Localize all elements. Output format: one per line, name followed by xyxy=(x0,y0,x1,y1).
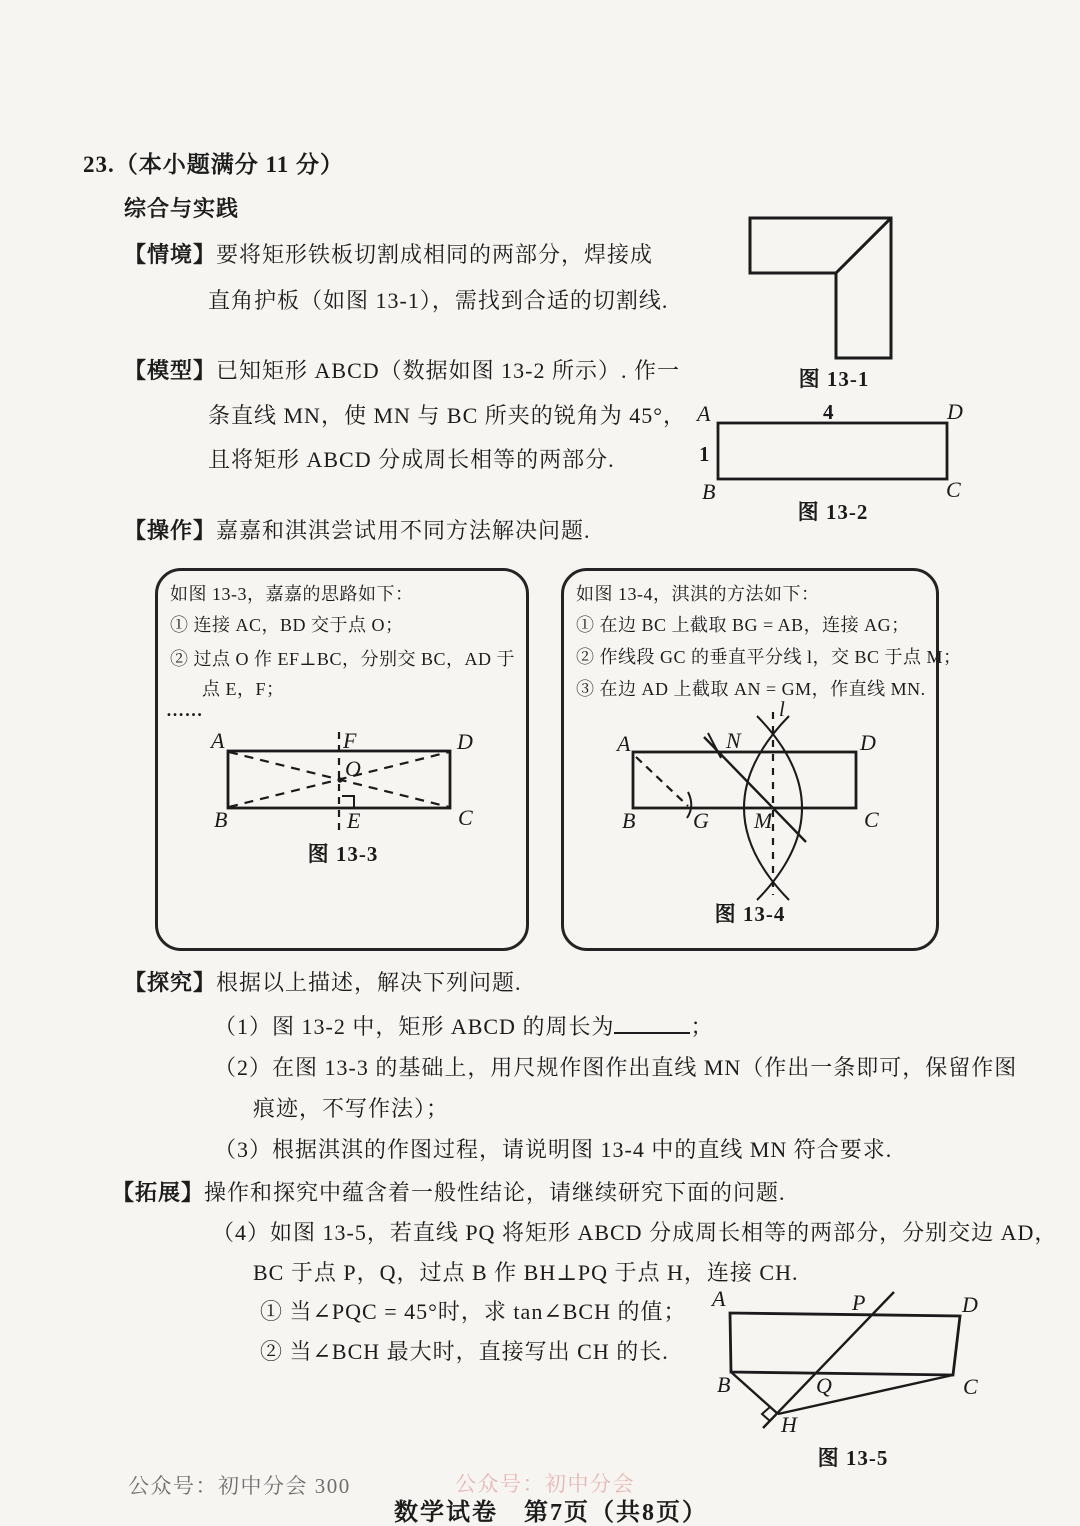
label-h: H xyxy=(781,1412,797,1437)
label-m: M xyxy=(754,808,773,833)
footer-watermark-left: 公众号：初中分会 300 xyxy=(128,1474,351,1498)
label-a: A xyxy=(697,401,711,426)
jiajia-ellipsis: …… xyxy=(166,700,203,720)
label-o: O xyxy=(345,756,361,781)
question-subtitle: 综合与实践 xyxy=(124,196,240,221)
l-plate-weld-line xyxy=(836,218,891,273)
figure-13-3 xyxy=(160,718,520,873)
label-n: N xyxy=(726,728,741,753)
model-line-3: 且将矩形 ABCD 分成周长相等的两部分. xyxy=(208,447,615,472)
model-line-2: 条直线 MN，使 MN 与 BC 所夹的锐角为 45°， xyxy=(208,403,687,428)
jiajia-intro: 如图 13-3，嘉嘉的思路如下： xyxy=(170,584,414,604)
extend-q4-line-1: （4）如图 13-5，若直线 PQ 将矩形 ABCD 分成周长相等的两部分，分别交边 AD， xyxy=(212,1220,1058,1245)
situation-line-1: 【情境】要将矩形铁板切割成相同的两部分，焊接成 xyxy=(124,242,654,267)
side-length-ab: 1 xyxy=(699,442,710,466)
jiajia-step-1: ① 连接 AC，BD 交于点 O； xyxy=(170,615,404,635)
explore-q3: （3）根据淇淇的作图过程，请说明图 13-4 中的直线 MN 符合要求. xyxy=(214,1137,893,1162)
label-d: D xyxy=(457,729,473,754)
figure-13-3-caption: 图 13-3 xyxy=(307,842,379,866)
extend-q4-line-2: BC 于点 P，Q，过点 B 作 BH⊥PQ 于点 H，连接 CH. xyxy=(253,1260,799,1285)
label-a: A xyxy=(712,1286,726,1311)
model-line-1: 【模型】已知矩形 ABCD（数据如图 13-2 所示）. 作一 xyxy=(124,358,680,383)
label-d: D xyxy=(860,730,876,755)
jiajia-step-2: ② 过点 O 作 EF⊥BC，分别交 BC，AD 于 xyxy=(170,649,515,669)
label-a: A xyxy=(617,731,631,756)
jiajia-step-2b: 点 E，F； xyxy=(202,679,285,699)
extend-sub-1: ① 当∠PQC = 45°时，求 tan∠BCH 的值； xyxy=(260,1299,687,1324)
explore-q2-line-2: 痕迹，不写作法）； xyxy=(253,1096,450,1121)
label-b: B xyxy=(622,808,636,833)
label-g: G xyxy=(693,808,709,833)
question-title: 23.（本小题满分 11 分） xyxy=(83,152,344,177)
figure-13-1-caption: 图 13-1 xyxy=(798,367,870,391)
situation-line-2: 直角护板（如图 13-1），需找到合适的切割线. xyxy=(208,288,669,313)
right-angle-mark-h xyxy=(762,1407,770,1421)
segment-bh xyxy=(731,1372,778,1414)
extend-sub-2: ② 当∠BCH 最大时，直接写出 CH 的长. xyxy=(260,1339,669,1364)
operation-line: 【操作】嘉嘉和淇淇尝试用不同方法解决问题. xyxy=(124,518,591,543)
model-tag: 【模型】 xyxy=(124,358,217,383)
figure-13-5 xyxy=(695,1280,1030,1480)
qiqi-step-1: ① 在边 BC 上截取 BG = AB，连接 AG； xyxy=(576,615,910,635)
label-d: D xyxy=(947,399,963,424)
side-length-ad: 4 xyxy=(823,400,834,424)
label-q: Q xyxy=(816,1373,832,1398)
label-c: C xyxy=(963,1374,978,1399)
qiqi-step-2: ② 作线段 GC 的垂直平分线 l，交 BC 于点 M； xyxy=(576,647,962,667)
figure-13-2 xyxy=(680,395,980,530)
explore-q1: （1）图 13-2 中，矩形 ABCD 的周长为 ； xyxy=(214,1014,714,1039)
label-b: B xyxy=(214,807,228,832)
label-p: P xyxy=(852,1290,866,1315)
tick-mark-n xyxy=(708,733,721,758)
label-e: E xyxy=(347,808,361,833)
footer-watermark-pink: 公众号：初中分会 xyxy=(455,1472,635,1496)
label-f: F xyxy=(343,728,357,753)
figure-13-4 xyxy=(565,695,930,940)
operation-tag: 【操作】 xyxy=(124,518,217,543)
extend-tag: 【拓展】 xyxy=(112,1180,205,1205)
explore-tag: 【探究】 xyxy=(124,970,217,995)
label-c: C xyxy=(946,477,961,502)
label-c: C xyxy=(458,805,473,830)
qiqi-intro: 如图 13-4，淇淇的方法如下： xyxy=(576,584,820,604)
explore-q2-line-1: （2）在图 13-3 的基础上，用尺规作图作出直线 MN（作出一条即可，保留作图 xyxy=(214,1055,1018,1080)
rectangle-abcd xyxy=(718,423,947,479)
point-o-dot xyxy=(337,777,342,782)
label-a: A xyxy=(211,728,225,753)
figure-13-4-caption: 图 13-4 xyxy=(714,902,786,926)
explore-intro: 【探究】根据以上描述，解决下列问题. xyxy=(124,970,522,995)
segment-hc xyxy=(778,1375,953,1414)
label-d: D xyxy=(962,1292,978,1317)
situation-tag: 【情境】 xyxy=(124,242,217,267)
figure-13-1 xyxy=(700,195,970,400)
label-b: B xyxy=(702,479,716,504)
label-b: B xyxy=(717,1372,731,1397)
segment-ag xyxy=(636,757,688,806)
right-angle-mark-e xyxy=(342,796,354,808)
extend-intro: 【拓展】操作和探究中蕴含着一般性结论，请继续研究下面的问题. xyxy=(112,1180,786,1205)
qiqi-step-3: ③ 在边 AD 上截取 AN = GM，作直线 MN. xyxy=(576,679,926,699)
label-l: l xyxy=(779,697,785,721)
figure-13-5-caption: 图 13-5 xyxy=(817,1446,889,1470)
footer-page-info: 数学试卷 第7页（共8页） xyxy=(394,1500,708,1526)
figure-13-2-caption: 图 13-2 xyxy=(797,500,869,524)
label-c: C xyxy=(864,807,879,832)
answer-blank xyxy=(614,1012,690,1034)
